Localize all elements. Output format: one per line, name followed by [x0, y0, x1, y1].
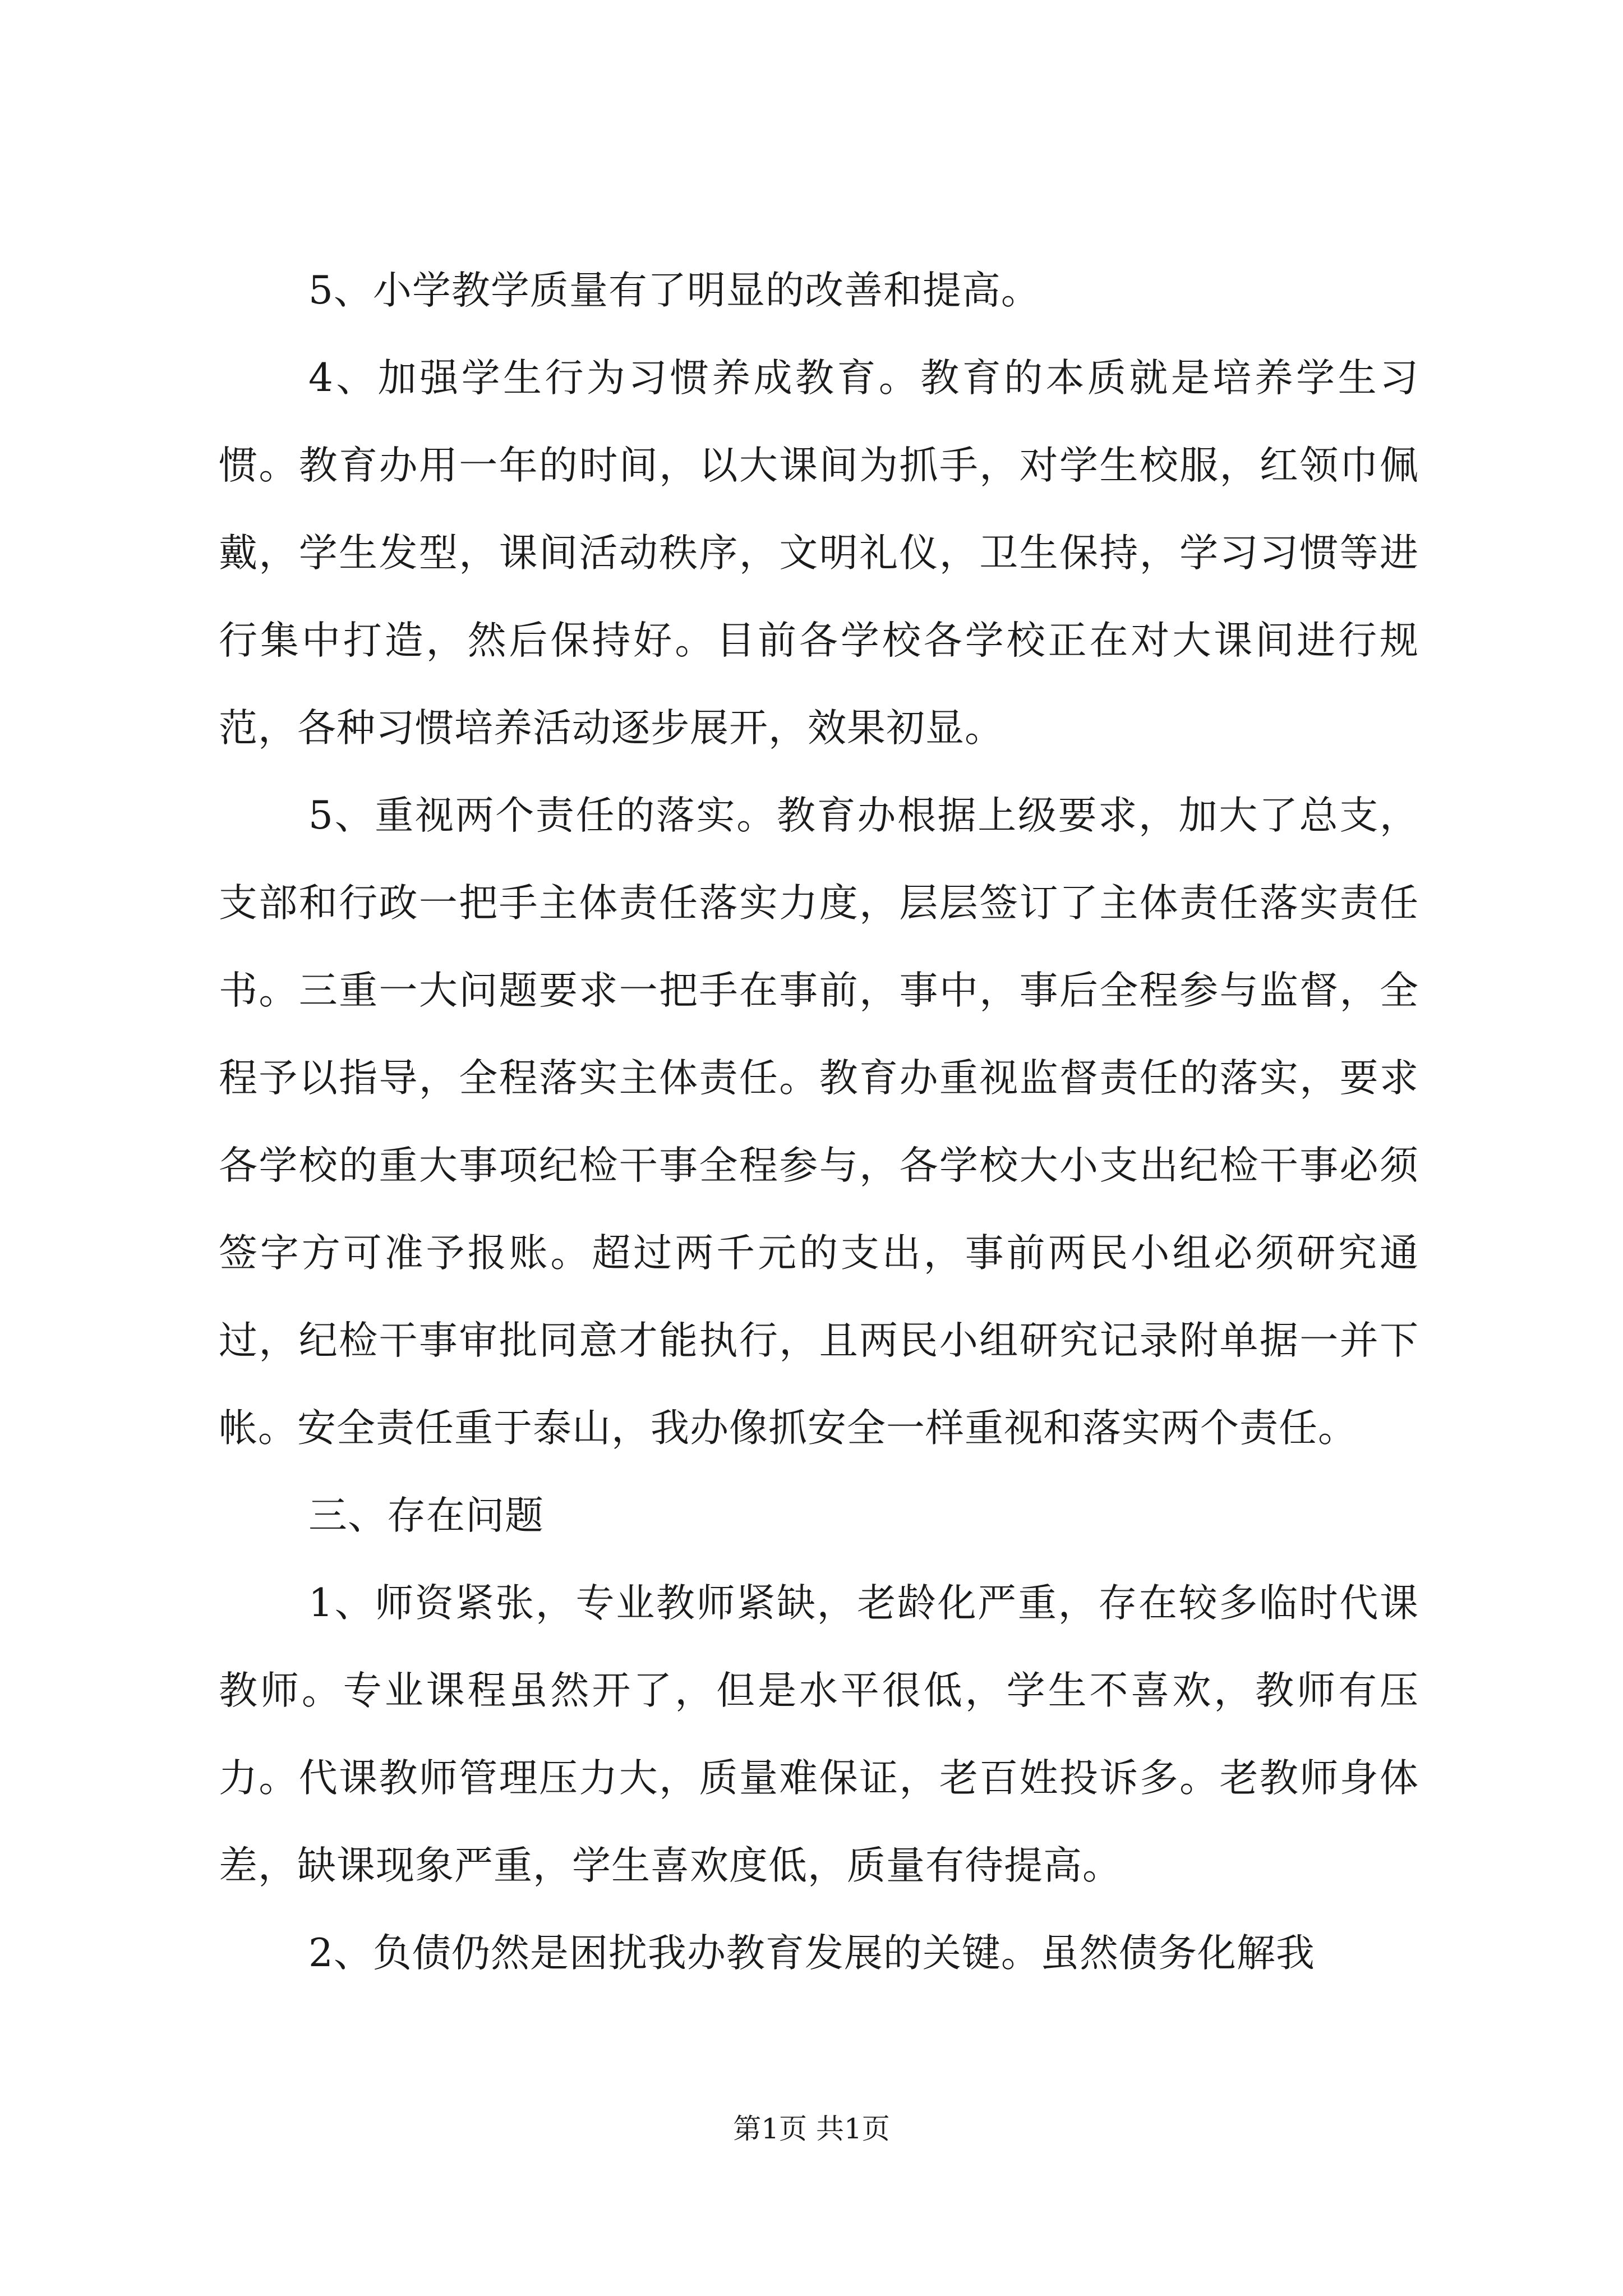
- section-heading-problems: 三、存在问题: [308, 1493, 544, 1538]
- paragraph-responsibility: 5、重视两个责任的落实。教育办根据上级要求，加大了总支，支部和行政一把手主体责任落实力度，层层签订了主体责任落实责任书。三重一大问题要求一把手在事前，事中，事后全程参与监督，全程予以指导，全程落实主体责任。教育办重视监督责任的落实，要求各学校的重大事项纪检干事全程参与，各学校大小支出纪检干事必须签字方可准予报账。超过两千元的支出，事前两民小组必须研究通过，纪检干事审批同意才能执行，且两民小组研究记录附单据一并下帐。安全责任重于泰山，我办像抓安全一样重视和落实两个责任。: [219, 793, 1419, 1451]
- paragraph-quality: 5、小学教学质量有了明显的改善和提高。: [308, 268, 1040, 313]
- document-body: [219, 247, 1419, 1997]
- page-footer: 第1页 共1页: [733, 2113, 890, 2145]
- paragraph-habits: 4、加强学生行为习惯养成教育。教育的本质就是培养学生习惯。教育办用一年的时间，以大课间为抓手，对学生校服，红领巾佩戴，学生发型，课间活动秩序，文明礼仪，卫生保持，学习习惯等进行集中打造，然后保持好。目前各学校各学校正在对大课间进行规范，各种习惯培养活动逐步展开，效果初显。: [219, 356, 1419, 751]
- paragraph-teachers: 1、师资紧张，专业教师紧缺，老龄化严重，存在较多临时代课教师。专业课程虽然开了，但是水平很低，学生不喜欢，教师有压力。代课教师管理压力大，质量难保证，老百姓投诉多。老教师身体差，缺课现象严重，学生喜欢度低，质量有待提高。: [219, 1581, 1419, 1888]
- paragraph-debt: 2、负债仍然是困扰我办教育发展的关键。虽然债务化解我: [308, 1931, 1315, 1976]
